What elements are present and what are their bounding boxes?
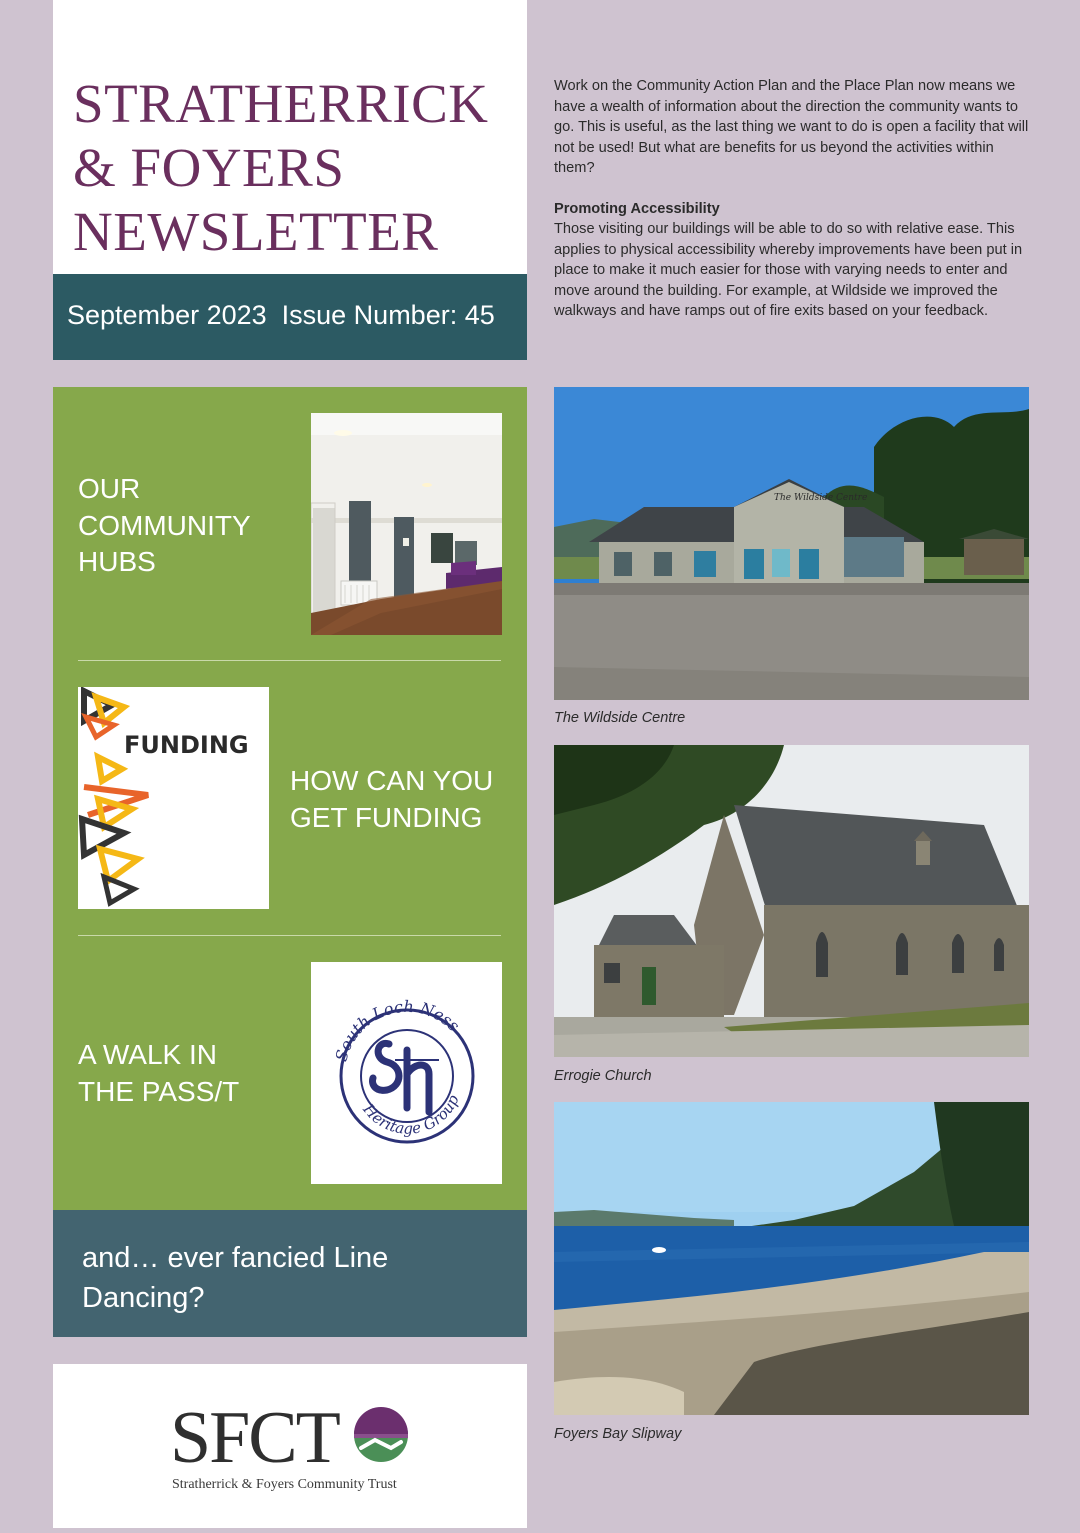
- masthead: [53, 0, 527, 274]
- wildside-centre-photo: [554, 387, 1029, 700]
- funding-tile-word: FUNDING: [124, 731, 249, 759]
- community-hub-photo: [311, 413, 502, 635]
- sfct-logo: [53, 1364, 527, 1528]
- hubs-line-1: OUR: [78, 473, 141, 504]
- line-dancing-text: [82, 1238, 502, 1318]
- funding-line-2: GET FUNDING: [290, 801, 483, 833]
- funding-line-1: HOW CAN YOU: [290, 765, 494, 796]
- church-image: [554, 745, 1029, 1057]
- hubs-line-3: HUBS: [78, 546, 156, 577]
- line-dancing-line-2: Dancing?: [82, 1282, 205, 1314]
- section-divider: [78, 935, 501, 936]
- errogie-caption: Errogie Church: [554, 1068, 652, 1084]
- heritage-group-logo: [311, 962, 502, 1184]
- foyers-caption: Foyers Bay Slipway: [554, 1426, 682, 1442]
- wildside-image: [554, 387, 1029, 700]
- hub-interior-image: [311, 413, 502, 635]
- line-dancing-banner[interactable]: [53, 1210, 527, 1337]
- intro-paragraph-2: Those visiting our buildings will be able to do so with relative ease. This applies to physical accessibility whereby improvements have been put in place to make it much easier for those with varying needs to enter and move around the building. For example, at Wildside we improved the walkways and have ramps out of fire exits based on your feedback.: [554, 221, 1023, 319]
- issue-info: September 2023 Issue Number: 45: [67, 300, 495, 330]
- newsletter-title: [73, 72, 489, 264]
- title-line-3: NEWSLETTER: [73, 201, 439, 262]
- section-divider: [78, 660, 501, 661]
- title-line-2: & FOYERS: [73, 137, 345, 198]
- wildside-caption: The Wildside Centre: [554, 710, 686, 726]
- hubs-line-2: COMMUNITY: [78, 509, 251, 541]
- funding-arrows-icon: [78, 687, 269, 909]
- issue-bar: [53, 274, 527, 360]
- heritage-bottom-text: Heritage Group: [359, 1092, 463, 1138]
- walk-line-1: A WALK IN: [78, 1039, 218, 1070]
- contents-panel: [53, 387, 527, 1210]
- intro-paragraph-1: Work on the Community Action Plan and the Place Plan now means we have a wealth of information about the direction the community wants to go. This is useful, as the last thing we want to do is open a facility that will not be used! But what are benefits for us beyond the activities within them?: [554, 78, 1029, 176]
- foyers-bay-photo: [554, 1102, 1029, 1415]
- wildside-sign: The Wildside Centre: [774, 493, 868, 503]
- sfct-logo-box: [53, 1364, 527, 1528]
- line-dancing-line-1: and… ever fancied Line: [82, 1242, 389, 1274]
- walk-line-2: THE PASS/T: [78, 1075, 240, 1107]
- heritage-seal-icon: [311, 962, 502, 1184]
- errogie-church-photo: [554, 745, 1029, 1057]
- intro-heading: Promoting Accessibility: [554, 200, 720, 217]
- handshake-icon: [354, 1407, 408, 1462]
- title-line-1: STRATHERRICK: [73, 73, 489, 134]
- walk-link[interactable]: [78, 1037, 239, 1110]
- heritage-top-text: South Loch Ness: [331, 996, 464, 1064]
- funding-graphic: [78, 687, 269, 909]
- intro-article: [554, 76, 1034, 322]
- loch-image: [554, 1102, 1029, 1415]
- sfct-subtitle: Stratherrick & Foyers Community Trust: [172, 1477, 397, 1492]
- funding-link[interactable]: [290, 763, 493, 836]
- hubs-link[interactable]: [78, 471, 251, 581]
- sfct-letters: SFCT: [170, 1397, 339, 1479]
